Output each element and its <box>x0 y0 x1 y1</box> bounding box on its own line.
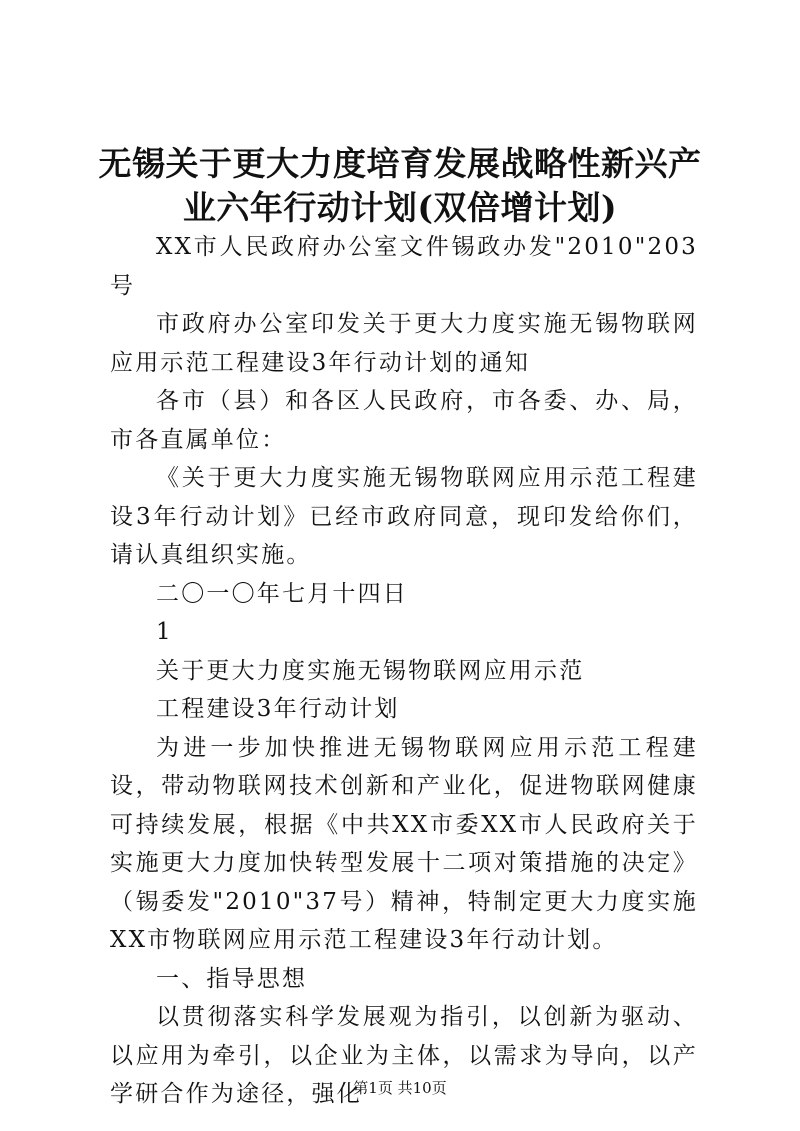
paragraph: XX市人民政府办公室文件锡政办发"2010"203号 <box>110 234 698 299</box>
section-heading: 一、指导思想 <box>156 965 308 992</box>
paragraph: 工程建设3年行动计划 <box>156 696 400 722</box>
paragraph: 《关于更大力度实施无锡物联网应用示范工程建设3年行动计划》已经市政府同意，现印发给你们，请认真组织实施。 <box>110 465 698 568</box>
paragraph: 1 <box>156 619 173 645</box>
document-body <box>110 228 698 1114</box>
paragraph: 市政府办公室印发关于更大力度实施无锡物联网应用示范工程建设3年行动计划的通知 <box>110 311 698 376</box>
document-title: 无锡关于更大力度培育发展战略性新兴产业六年行动计划(双倍增计划) <box>98 144 702 227</box>
paragraph: 关于更大力度实施无锡物联网应用示范 <box>156 657 585 684</box>
paragraph: 二〇一〇年七月十四日 <box>156 580 408 607</box>
page-footer: 第1页 共10页 <box>353 1079 447 1097</box>
paragraph: 以贯彻落实科学发展观为指引，以创新为驱动、以应用为牵引，以企业为主体，以需求为导向，以产学研合作为途径，强化 <box>110 1004 698 1107</box>
paragraph: 各市（县）和各区人民政府，市各委、办、局，市各直属单位： <box>110 388 698 453</box>
paragraph: 为进一步加快推进无锡物联网应用示范工程建设，带动物联网技术创新和产业化，促进物联网健康可持续发展，根据《中共XX市委XX市人民政府关于实施更大力度加快转型发展十二项对策措施的决定》（锡委发"2010"37号）精神，特制定更大力度实施XX市物联网应用示范工程建设3年行动计划。 <box>110 734 698 953</box>
